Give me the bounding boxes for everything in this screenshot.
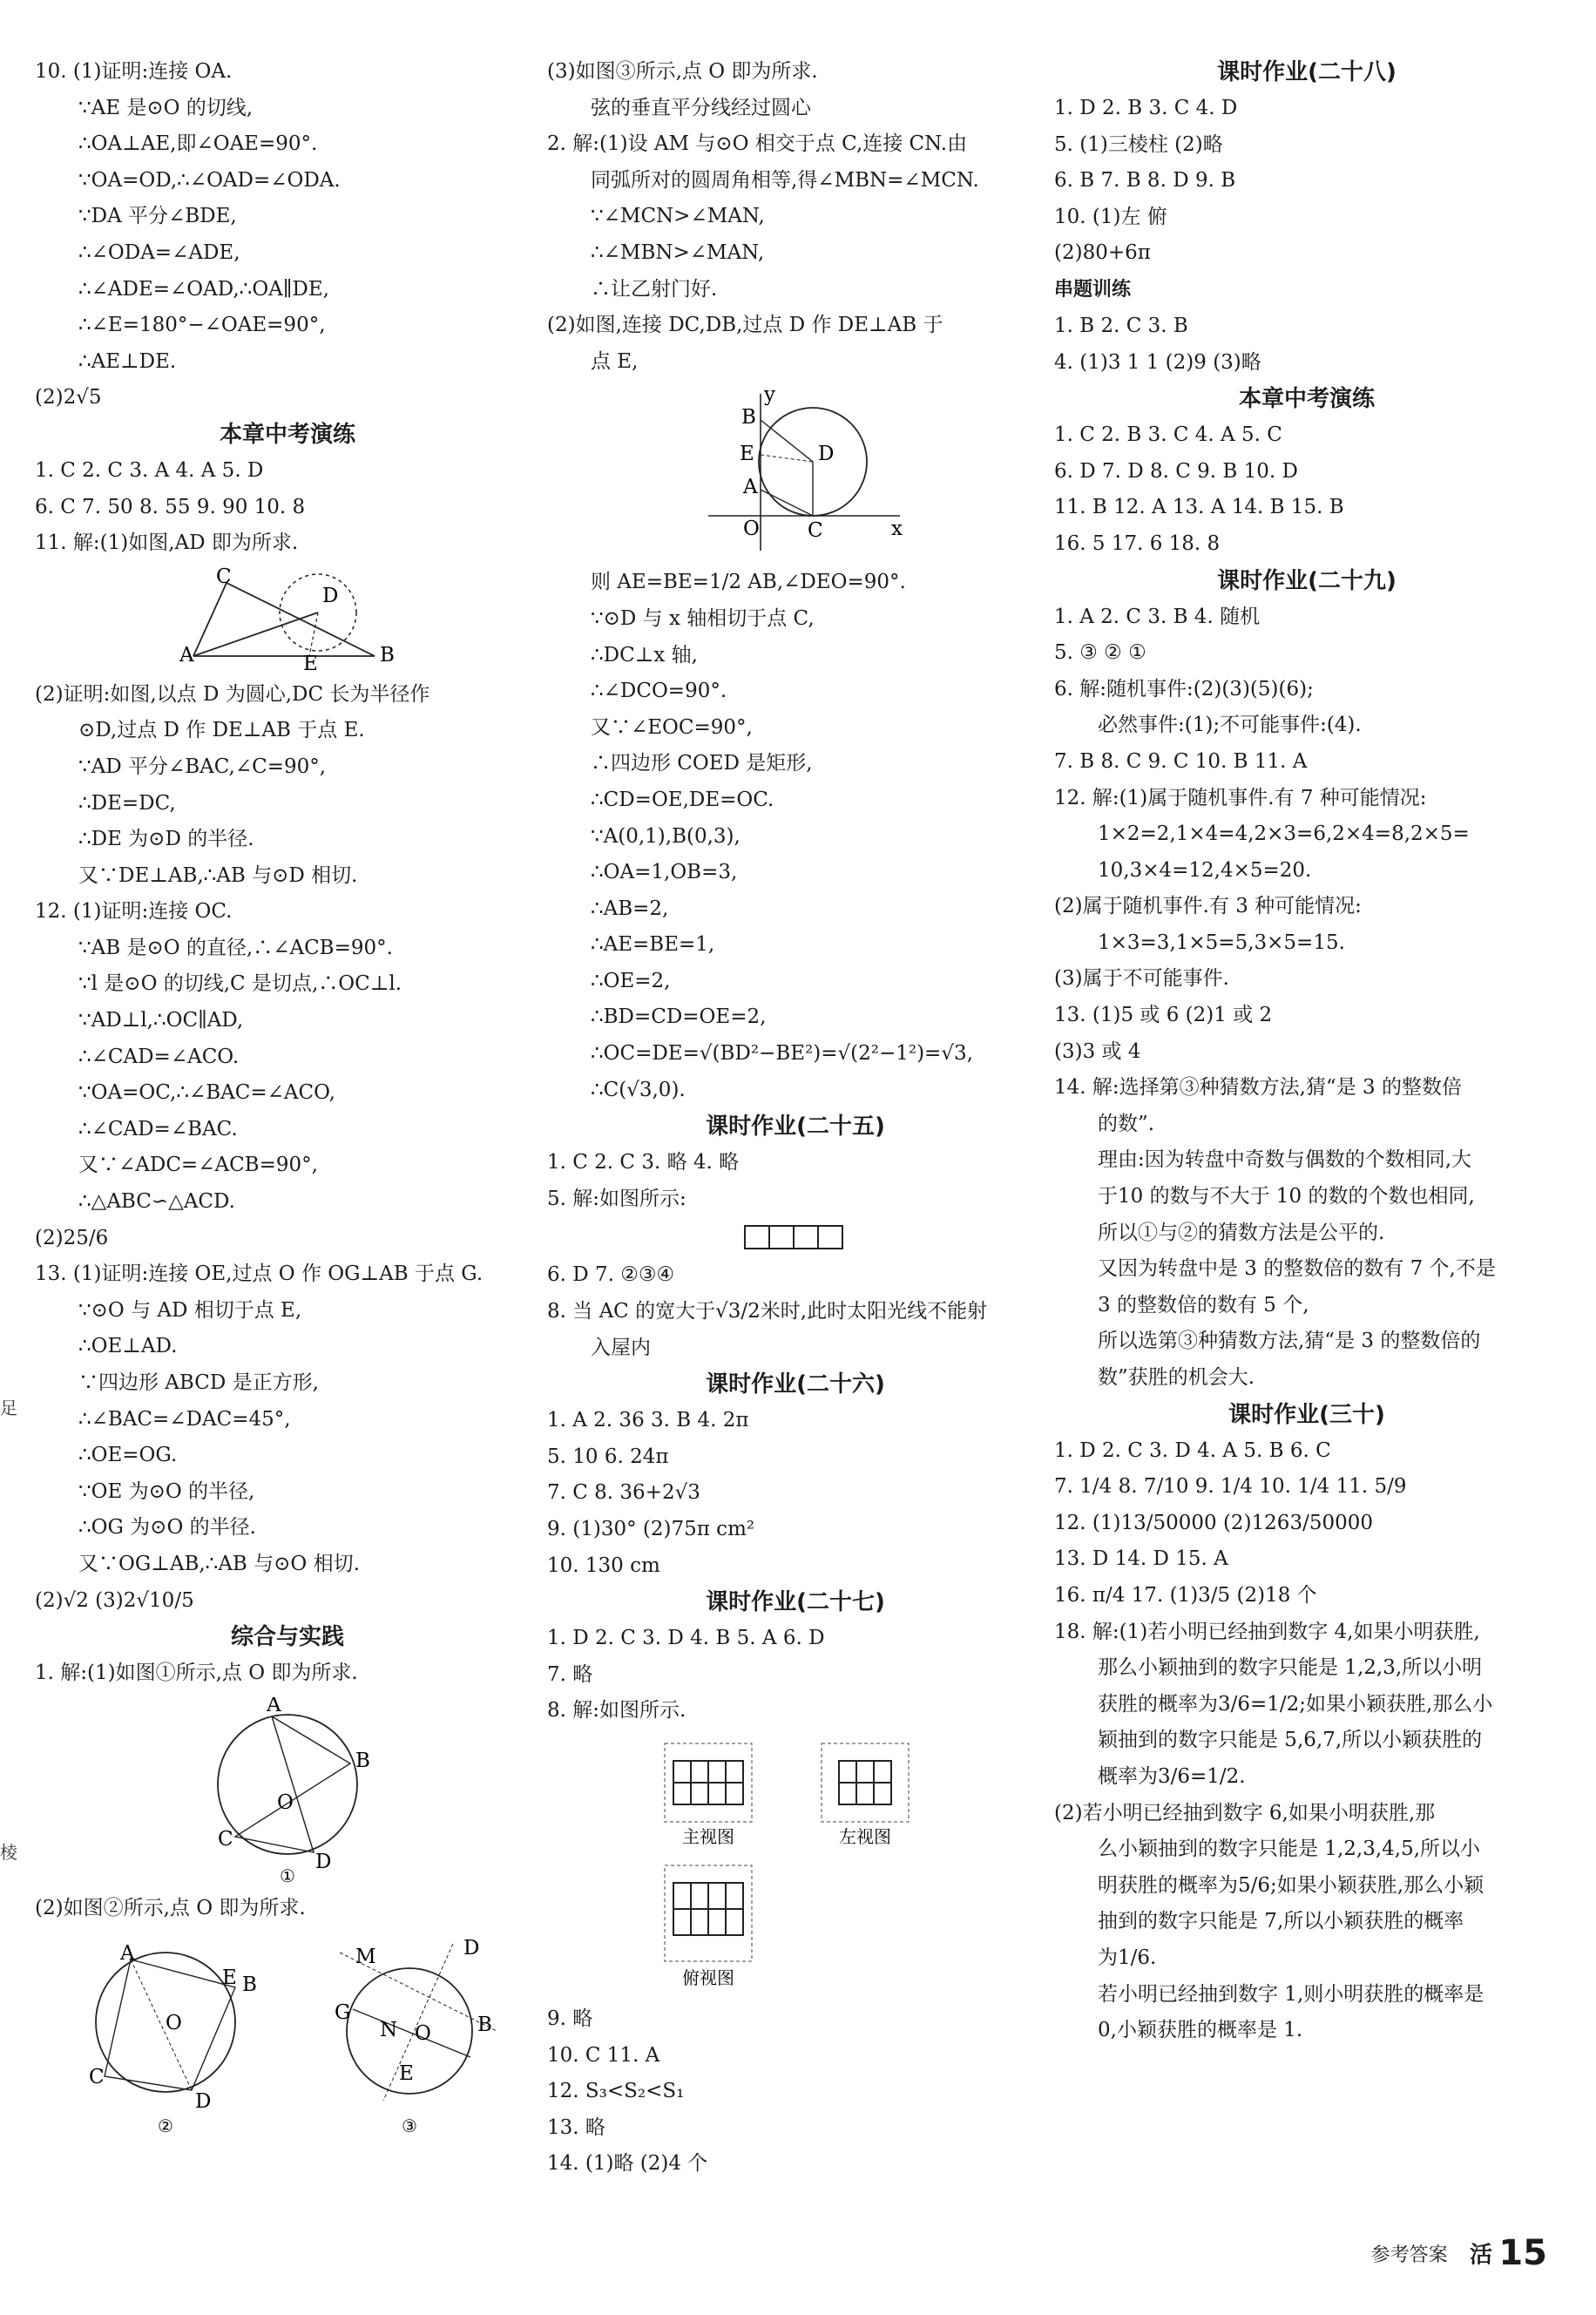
answer-line: 1. A 2. C 3. B 4. 随机 — [1054, 605, 1261, 628]
answer-line: 10. C 11. A — [547, 2043, 660, 2067]
answer-line: 5. ③ ② ① — [1054, 641, 1146, 665]
figure-circle-2 — [89, 1942, 257, 2136]
answer-line: ∴∠MBN>∠MAN, — [591, 240, 765, 264]
fig-label: D — [322, 584, 339, 607]
answer-line: 6. D 7. ②③④ — [547, 1263, 675, 1287]
answer-line: 弦的垂直平分线经过圆心 — [591, 96, 811, 119]
answer-line: 10,3×4=12,4×5=20. — [1098, 858, 1312, 882]
answer-line: ∴∠BAC=∠DAC=45°, — [78, 1407, 291, 1431]
fig-label: B — [355, 1749, 370, 1772]
answer-lines — [547, 1621, 1044, 1729]
answer-line: 数”获胜的机会大. — [1098, 1366, 1255, 1389]
answer-line: 13. (1)证明:连接 OE,过点 O 作 OG⊥AB 于点 G. — [35, 1262, 484, 1286]
answer-line: 6. D 7. D 8. C 9. B 10. D — [1054, 459, 1298, 483]
answer-line: (2)25/6 — [35, 1226, 109, 1249]
answer-line: ∴DE 为⊙D 的半径. — [78, 828, 254, 851]
section-heading: 课时作业(三十) — [1228, 1401, 1385, 1428]
answer-line: ∴AE=BE=1, — [591, 933, 715, 957]
answer-line: ∴OE=2, — [591, 969, 671, 992]
answer-line: 6. B 7. B 8. D 9. B — [1054, 169, 1236, 193]
answer-line: 所以选第③种猜数方法,猜“是 3 的整数倍的 — [1098, 1330, 1481, 1353]
answer-line: 又∵∠ADC=∠ACB=90°, — [78, 1154, 318, 1177]
answer-line: ∵⊙D 与 x 轴相切于点 C, — [591, 606, 815, 630]
answer-line: 颖抽到的数字只能是 5,6,7,所以小颖获胜的 — [1098, 1729, 1483, 1752]
answer-lines — [547, 565, 1044, 1108]
answer-line: 概率为3/6=1/2. — [1098, 1764, 1246, 1788]
fig-label: O — [415, 2022, 431, 2046]
answer-line: ∴∠DCO=90°. — [591, 680, 727, 703]
answer-line: 则 AE=BE=1/2 AB,∠DEO=90°. — [591, 571, 906, 594]
answer-line: 11. 解:(1)如图,AD 即为所求. — [35, 531, 299, 555]
answer-line: 18. 解:(1)若小明已经抽到数字 4,如果小明获胜, — [1054, 1620, 1480, 1643]
subsection-heading: 串题训练 — [1054, 278, 1132, 301]
fig-label: D — [195, 2090, 212, 2114]
answer-lines — [35, 1891, 540, 1927]
answer-line: 于10 的数与不大于 10 的数的个数也相同, — [1098, 1185, 1475, 1208]
answer-line: 6. C 7. 50 8. 55 9. 90 10. 8 — [35, 495, 306, 518]
footer-label: 参考答案 — [1370, 2244, 1448, 2266]
answer-line: 1. C 2. C 3. 略 4. 略 — [547, 1151, 740, 1174]
answer-line: 明获胜的概率为5/6;如果小颖获胜,那么小颖 — [1098, 1873, 1484, 1897]
answer-line: ∴四边形 COED 是矩形, — [591, 752, 813, 775]
answer-line: ∴∠E=180°−∠OAE=90°, — [78, 314, 326, 337]
answer-line: ∴∠ADE=∠OAD,∴OA∥DE, — [78, 277, 329, 301]
answer-line: 5. (1)三棱柱 (2)略 — [1054, 132, 1223, 156]
fig-label: M — [355, 1946, 376, 1969]
figure-circle-3 — [335, 1937, 497, 2136]
answer-lines — [1054, 1433, 1559, 2049]
section-heading: 课时作业(二十九) — [1217, 567, 1396, 594]
answer-line: 又∵∠EOC=90°, — [591, 715, 753, 739]
fig-label: C — [216, 566, 232, 588]
fig-label: B — [242, 1973, 257, 1997]
answer-line: ∴OG 为⊙O 的半径. — [78, 1516, 256, 1540]
answer-line: (2)如图,连接 DC,DB,过点 D 作 DE⊥AB 于 — [547, 314, 943, 337]
answer-line: 8. 解:如图所示. — [547, 1699, 686, 1723]
fig-label: E — [740, 443, 754, 466]
answer-line: ∵AE 是⊙O 的切线, — [78, 96, 254, 119]
answer-line: 6. 解:随机事件:(2)(3)(5)(6); — [1054, 677, 1314, 701]
answer-line: 12. (1)13/50000 (2)1263/50000 — [1054, 1511, 1373, 1534]
answer-line: ∵∠MCN>∠MAN, — [591, 205, 765, 228]
fig-label: O — [743, 518, 760, 541]
answer-line: ∵AD⊥l,∴OC∥AD, — [78, 1009, 244, 1032]
top-view — [665, 1865, 752, 1988]
answer-line: 又∵OG⊥AB,∴AB 与⊙O 相切. — [78, 1552, 360, 1575]
right-column — [1054, 54, 1559, 2049]
answer-line: 12. 解:(1)属于随机事件.有 7 种可能情况: — [1054, 786, 1427, 809]
answer-line: (3)3 或 4 — [1054, 1039, 1141, 1063]
answer-line: 7. 略 — [547, 1662, 593, 1686]
answer-line: 入屋内 — [591, 1336, 651, 1359]
answer-line: 1. C 2. C 3. A 4. A 5. D — [35, 458, 264, 482]
answer-lines — [35, 453, 540, 562]
answer-line: ∵DA 平分∠BDE, — [78, 205, 237, 228]
answer-line: 10. (1)证明:连接 OA. — [35, 60, 233, 83]
answer-lines — [547, 1257, 1044, 1366]
left-column — [35, 54, 540, 2144]
answer-lines — [35, 1655, 540, 1692]
view-caption: 俯视图 — [682, 1966, 734, 1988]
figure-row — [35, 1926, 540, 2144]
answer-line: ∵AD 平分∠BAC,∠C=90°, — [78, 755, 327, 778]
footer-brand: 活 — [1470, 2242, 1493, 2269]
answer-line: 为1/6. — [1098, 1946, 1157, 1969]
answer-line: 12. (1)证明:连接 OC. — [35, 900, 233, 924]
answer-line: 同弧所对的圆周角相等,得∠MBN=∠MCN. — [591, 168, 979, 192]
fig-label: E — [303, 652, 318, 672]
answer-line: (2)2√5 — [35, 386, 102, 410]
answer-lines — [1054, 308, 1559, 381]
figure-four-squares — [547, 1222, 1044, 1252]
answer-line: 1. D 2. C 3. D 4. B 5. A 6. D — [547, 1627, 825, 1650]
answer-line: ∴∠ODA=∠ADE, — [78, 240, 240, 264]
answer-line: ∴让乙射门好. — [591, 277, 718, 301]
fig-label: B — [477, 2014, 492, 2037]
fig-label: D — [818, 443, 835, 466]
answer-lines — [35, 677, 540, 1619]
figure-coordinate-circle — [547, 385, 1044, 559]
answer-line: 9. (1)30° (2)75π cm² — [547, 1518, 755, 1540]
answer-line: 5. 解:如图所示: — [547, 1187, 686, 1210]
section-heading: 课时作业(二十五) — [706, 1114, 885, 1141]
answer-lines — [1054, 599, 1559, 1397]
middle-column — [547, 54, 1044, 2183]
answer-line: 么小颖抽到的数字只能是 1,2,3,4,5,所以小 — [1098, 1838, 1481, 1861]
answer-lines — [1054, 417, 1559, 562]
answer-line: ⊙D,过点 D 作 DE⊥AB 于点 E. — [78, 719, 365, 742]
answer-line: (2)属于随机事件.有 3 种可能情况: — [1054, 895, 1362, 918]
fig-label: A — [120, 1942, 135, 1966]
answer-line: (2)若小明已经抽到数字 6,如果小明获胜,那 — [1054, 1801, 1436, 1824]
answer-line: (3)如图③所示,点 O 即为所求. — [547, 60, 818, 83]
answer-line: 若小明已经抽到数字 1,则小明获胜的概率是 — [1098, 1982, 1484, 2006]
fig-label: D — [463, 1937, 480, 1960]
answer-line: ∴△ABC∽△ACD. — [78, 1190, 235, 1214]
answer-line: 9. 略 — [547, 2007, 593, 2030]
answer-lines — [547, 1403, 1044, 1584]
answer-line: (2)证明:如图,以点 D 为圆心,DC 长为半径作 — [35, 682, 430, 706]
answer-line: 点 E, — [591, 349, 639, 373]
front-view — [665, 1743, 752, 1847]
answer-line: ∵AB 是⊙O 的直径,∴∠ACB=90°. — [78, 936, 393, 959]
answer-line: 1×3=3,1×5=5,3×5=15. — [1098, 931, 1345, 954]
answer-line: 5. 10 6. 24π — [547, 1445, 669, 1468]
answer-line: 14. 解:选择第③种猜数方法,猜“是 3 的整数倍 — [1054, 1076, 1462, 1100]
fig-label: y — [764, 385, 775, 407]
answer-line: 12. S₃<S₂<S₁ — [547, 2080, 685, 2103]
fig-caption: ① — [280, 1865, 295, 1885]
edge-mark: 棱 — [0, 1842, 17, 1863]
answer-line: ∴OE⊥AD. — [78, 1335, 178, 1358]
answer-line: 的数”. — [1098, 1112, 1155, 1135]
section-heading: 课时作业(二十六) — [706, 1371, 885, 1398]
answer-line: ∴OE=OG. — [78, 1444, 178, 1467]
fig-label: B — [380, 643, 395, 667]
answer-line: 10. (1)左 俯 — [1054, 205, 1167, 228]
view-caption: 左视图 — [839, 1825, 891, 1847]
answer-line: ∴CD=OE,DE=OC. — [591, 788, 774, 811]
fig-label: E — [222, 1966, 237, 1990]
answer-line: 1. C 2. B 3. C 4. A 5. C — [1054, 423, 1282, 447]
answer-line: (2)√2 (3)2√10/5 — [35, 1588, 194, 1612]
answer-line: 16. 5 17. 6 18. 8 — [1054, 531, 1221, 555]
answer-line: 13. 略 — [547, 2115, 605, 2139]
answer-line: ∵⊙O 与 AD 相切于点 E, — [78, 1298, 302, 1322]
section-heading: 综合与实践 — [230, 1624, 344, 1651]
answer-line: 1. D 2. B 3. C 4. D — [1054, 97, 1238, 119]
answer-line: 8. 当 AC 的宽大于√3/2米时,此时太阳光线不能射 — [547, 1300, 988, 1323]
fig-label: x — [891, 518, 903, 541]
section-heading: 课时作业(二十八) — [1217, 59, 1396, 85]
fig-label: A — [267, 1696, 281, 1716]
answer-lines — [35, 54, 540, 416]
answer-lines — [547, 2001, 1044, 2183]
answer-line: 1. 解:(1)如图①所示,点 O 即为所求. — [35, 1662, 358, 1685]
answer-line: 3 的整数倍的数有 5 个, — [1098, 1293, 1309, 1317]
page-footer — [1371, 2233, 1547, 2273]
answer-line: ∴∠CAD=∠ACO. — [78, 1045, 240, 1068]
page-number: 15 — [1498, 2233, 1547, 2273]
answer-line: 0,小颖获胜的概率是 1. — [1098, 2019, 1303, 2042]
answer-line: ∴∠CAD=∠BAC. — [78, 1117, 238, 1141]
section-heading: 课时作业(二十七) — [706, 1589, 885, 1616]
fig-caption: ③ — [402, 2115, 417, 2137]
answer-line: 13. D 14. D 15. A — [1054, 1547, 1228, 1571]
answer-lines — [547, 54, 1044, 380]
answer-line: 7. 1/4 8. 7/10 9. 1/4 10. 1/4 11. 5/9 — [1054, 1475, 1407, 1499]
answer-lines — [1054, 91, 1559, 272]
section-heading: 本章中考演练 — [219, 421, 355, 448]
answer-line: ∴DC⊥x 轴, — [591, 643, 698, 667]
answer-line: 10. 130 cm — [547, 1553, 660, 1577]
answer-line: ∵OA=OC,∴∠BAC=∠ACO, — [78, 1081, 335, 1105]
fig-label: C — [218, 1827, 233, 1851]
figure-circle-1 — [35, 1697, 540, 1885]
answer-line: ∴AB=2, — [591, 897, 669, 920]
answer-line: 理由:因为转盘中奇数与偶数的个数相同,大 — [1098, 1148, 1472, 1172]
answer-line: 1. B 2. C 3. B — [1054, 314, 1188, 337]
edge-mark: 足 — [0, 1398, 17, 1418]
answer-line: 4. (1)3 1 1 (2)9 (3)略 — [1054, 350, 1261, 374]
answer-line: ∴AE⊥DE. — [78, 349, 177, 373]
fig-label: B — [741, 406, 756, 430]
answer-line: ∴DE=DC, — [78, 791, 176, 815]
answer-line: ∵l 是⊙O 的切线,C 是切点,∴OC⊥l. — [78, 972, 402, 996]
answer-line: ∵四边形 ABCD 是正方形, — [78, 1371, 319, 1394]
figure-three-views — [547, 1735, 1044, 1996]
answer-line: 必然事件:(1);不可能事件:(4). — [1098, 714, 1362, 737]
answer-line: 获胜的概率为3/6=1/2;如果小颖获胜,那么小 — [1098, 1692, 1493, 1716]
answer-line: 14. (1)略 (2)4 个 — [547, 2152, 708, 2176]
answer-line: ∴OA=1,OB=3, — [591, 861, 738, 884]
left-view — [822, 1743, 909, 1847]
fig-label: D — [315, 1850, 332, 1873]
section-heading: 本章中考演练 — [1238, 386, 1375, 413]
answer-line: ∴OC=DE=√(BD²−BE²)=√(2²−1²)=√3, — [591, 1042, 973, 1066]
answer-line: (2)如图②所示,点 O 即为所求. — [35, 1896, 306, 1919]
answer-line: 2. 解:(1)设 AM 与⊙O 相交于点 C,连接 CN.由 — [547, 132, 968, 156]
fig-label: A — [179, 643, 194, 667]
answer-line: ∴BD=CD=OE=2, — [591, 1005, 767, 1029]
fig-label: A — [743, 476, 758, 499]
answer-line: ∵OE 为⊙O 的半径, — [78, 1479, 255, 1503]
view-caption: 主视图 — [682, 1825, 734, 1847]
answer-line: (3)属于不可能事件. — [1054, 967, 1229, 991]
answer-line: 又因为转盘中是 3 的整数倍的数有 7 个,不是 — [1098, 1257, 1496, 1281]
answer-line: 1. D 2. C 3. D 4. A 5. B 6. C — [1054, 1438, 1331, 1462]
answer-line: 那么小颖抽到的数字只能是 1,2,3,所以小明 — [1098, 1656, 1483, 1680]
fig-label: E — [399, 2062, 414, 2086]
fig-label: N — [380, 2019, 398, 2042]
answer-line: 1×2=2,1×4=4,2×3=6,2×4=8,2×5= — [1098, 822, 1470, 846]
figure-triangle-circle — [35, 567, 540, 672]
answer-line: 所以①与②的猜数方法是公平的. — [1098, 1221, 1385, 1244]
fig-label: C — [808, 519, 823, 543]
answer-line: 又∵DE⊥AB,∴AB 与⊙D 相切. — [78, 863, 358, 887]
answer-line: 7. B 8. C 9. C 10. B 11. A — [1054, 749, 1308, 773]
answer-line: ∴C(√3,0). — [591, 1078, 686, 1101]
answer-line: ∴OA⊥AE,即∠OAE=90°. — [78, 132, 318, 156]
answer-line: 1. A 2. 36 3. B 4. 2π — [547, 1409, 749, 1432]
answer-line: ∵A(0,1),B(0,3), — [591, 824, 741, 848]
answer-line: ∵OA=OD,∴∠OAD=∠ODA. — [78, 168, 341, 192]
answer-line: 11. B 12. A 13. A 14. B 15. B — [1054, 496, 1344, 519]
fig-label: O — [277, 1790, 294, 1814]
fig-label: G — [335, 2001, 351, 2025]
answer-line: 抽到的数字只能是 7,所以小颖获胜的概率 — [1098, 1910, 1464, 1933]
fig-caption: ② — [158, 2115, 173, 2137]
answer-line: 16. π/4 17. (1)3/5 (2)18 个 — [1054, 1583, 1317, 1607]
answer-line: 7. C 8. 36+2√3 — [547, 1481, 700, 1505]
answer-line: 13. (1)5 或 6 (2)1 或 2 — [1054, 1004, 1273, 1027]
answer-line: (2)80+6π — [1054, 241, 1151, 265]
answer-lines — [547, 1145, 1044, 1217]
fig-label: O — [166, 2012, 182, 2035]
fig-label: C — [89, 2066, 105, 2089]
